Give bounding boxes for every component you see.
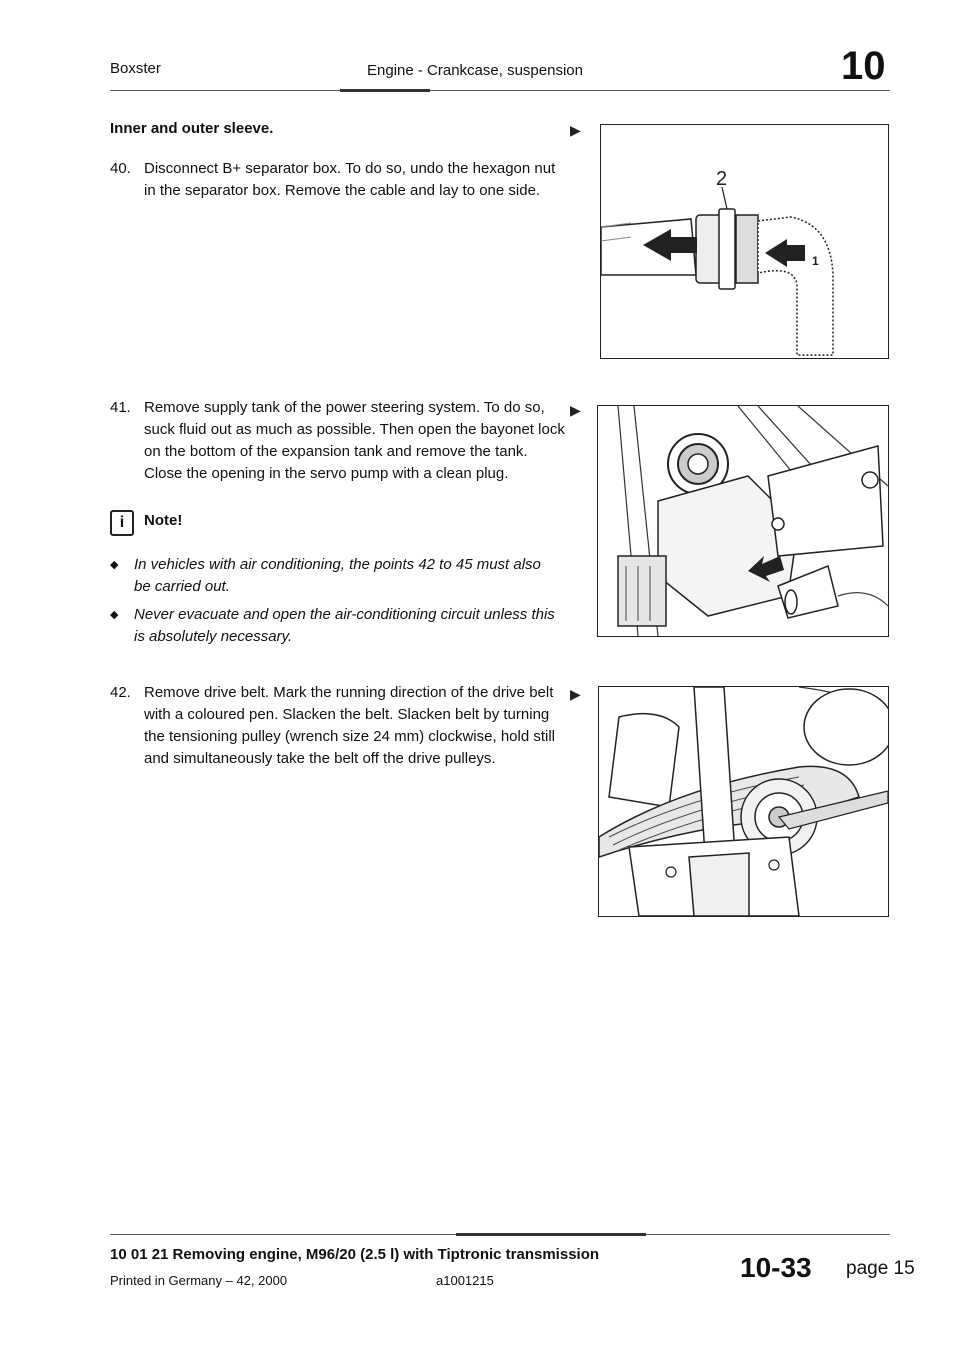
step-line: Remove drive belt. Mark the running direction of the drive belt [144, 684, 554, 701]
bullet-diamond-icon: ◆ [110, 559, 119, 571]
header-section-title: Engine - Crankcase, suspension [367, 62, 583, 79]
figure-label-1: 1 [812, 254, 819, 268]
power-steering-illustration [598, 406, 888, 636]
figure-pointer-icon-2: ▶ [570, 402, 581, 418]
page-word: page 15 [846, 1258, 915, 1279]
bullet-line: is absolutely necessary. [134, 628, 293, 645]
figure-drive-belt [598, 686, 889, 917]
sleeve-illustration [601, 125, 888, 358]
step-line: suck fluid out as much as possible. Then open the bayonet lock [144, 421, 565, 438]
figure-label-2: 2 [716, 168, 728, 190]
step-number: 41. [110, 399, 131, 416]
info-icon: i [110, 510, 134, 536]
section-heading: Inner and outer sleeve. [110, 120, 274, 137]
figure-pointer-icon-3: ▶ [570, 686, 581, 702]
step-line: Remove supply tank of the power steering system. To do so, [144, 399, 545, 416]
step-40 [110, 158, 580, 208]
note-label: Note! [144, 512, 183, 529]
step-line: on the bottom of the expansion tank and remove the tank. [144, 443, 528, 460]
bullet-line: Never evacuate and open the air-conditioning circuit unless this [134, 606, 555, 623]
step-line: and simultaneously take the belt off the drive pulleys. [144, 750, 496, 767]
figure-sleeve [600, 124, 889, 359]
step-line: in the separator box. Remove the cable and lay to one side. [144, 182, 541, 199]
header-group-number: 10 [841, 44, 886, 88]
figure-power-steering-tank [597, 405, 889, 637]
step-line: Close the opening in the servo pump with a clean plug. [144, 465, 509, 482]
bullet-line: be carried out. [134, 578, 230, 595]
step-42 [110, 682, 580, 774]
drive-belt-illustration [599, 687, 888, 916]
step-line: with a coloured pen. Slacken the belt. Slacken belt by turning [144, 706, 550, 723]
step-41 [110, 397, 580, 489]
step-line: Disconnect B+ separator box. To do so, undo the hexagon nut [144, 160, 556, 177]
footer-rule-accent [456, 1233, 646, 1236]
footer-printed: Printed in Germany – 42, 2000 [110, 1273, 288, 1288]
header-rule [110, 90, 890, 91]
note-bullet-2 [110, 604, 590, 650]
footer-title: 10 01 21 Removing engine, M96/20 (2.5 l) with Tiptronic transmission [110, 1246, 600, 1263]
step-number: 40. [110, 160, 131, 177]
header-model: Boxster [110, 60, 161, 77]
footer-code: a1001215 [436, 1273, 494, 1288]
step-line: the tensioning pulley (wrench size 24 mm) clockwise, hold still [144, 728, 556, 745]
figure-pointer-icon: ▶ [570, 122, 581, 138]
note-bullet-1 [110, 554, 590, 600]
bullet-diamond-icon: ◆ [110, 609, 119, 621]
page-number: 10-33 [740, 1252, 812, 1283]
bullet-line: In vehicles with air conditioning, the points 42 to 45 must also [134, 556, 541, 573]
header-rule-accent [340, 89, 430, 92]
step-number: 42. [110, 684, 131, 701]
